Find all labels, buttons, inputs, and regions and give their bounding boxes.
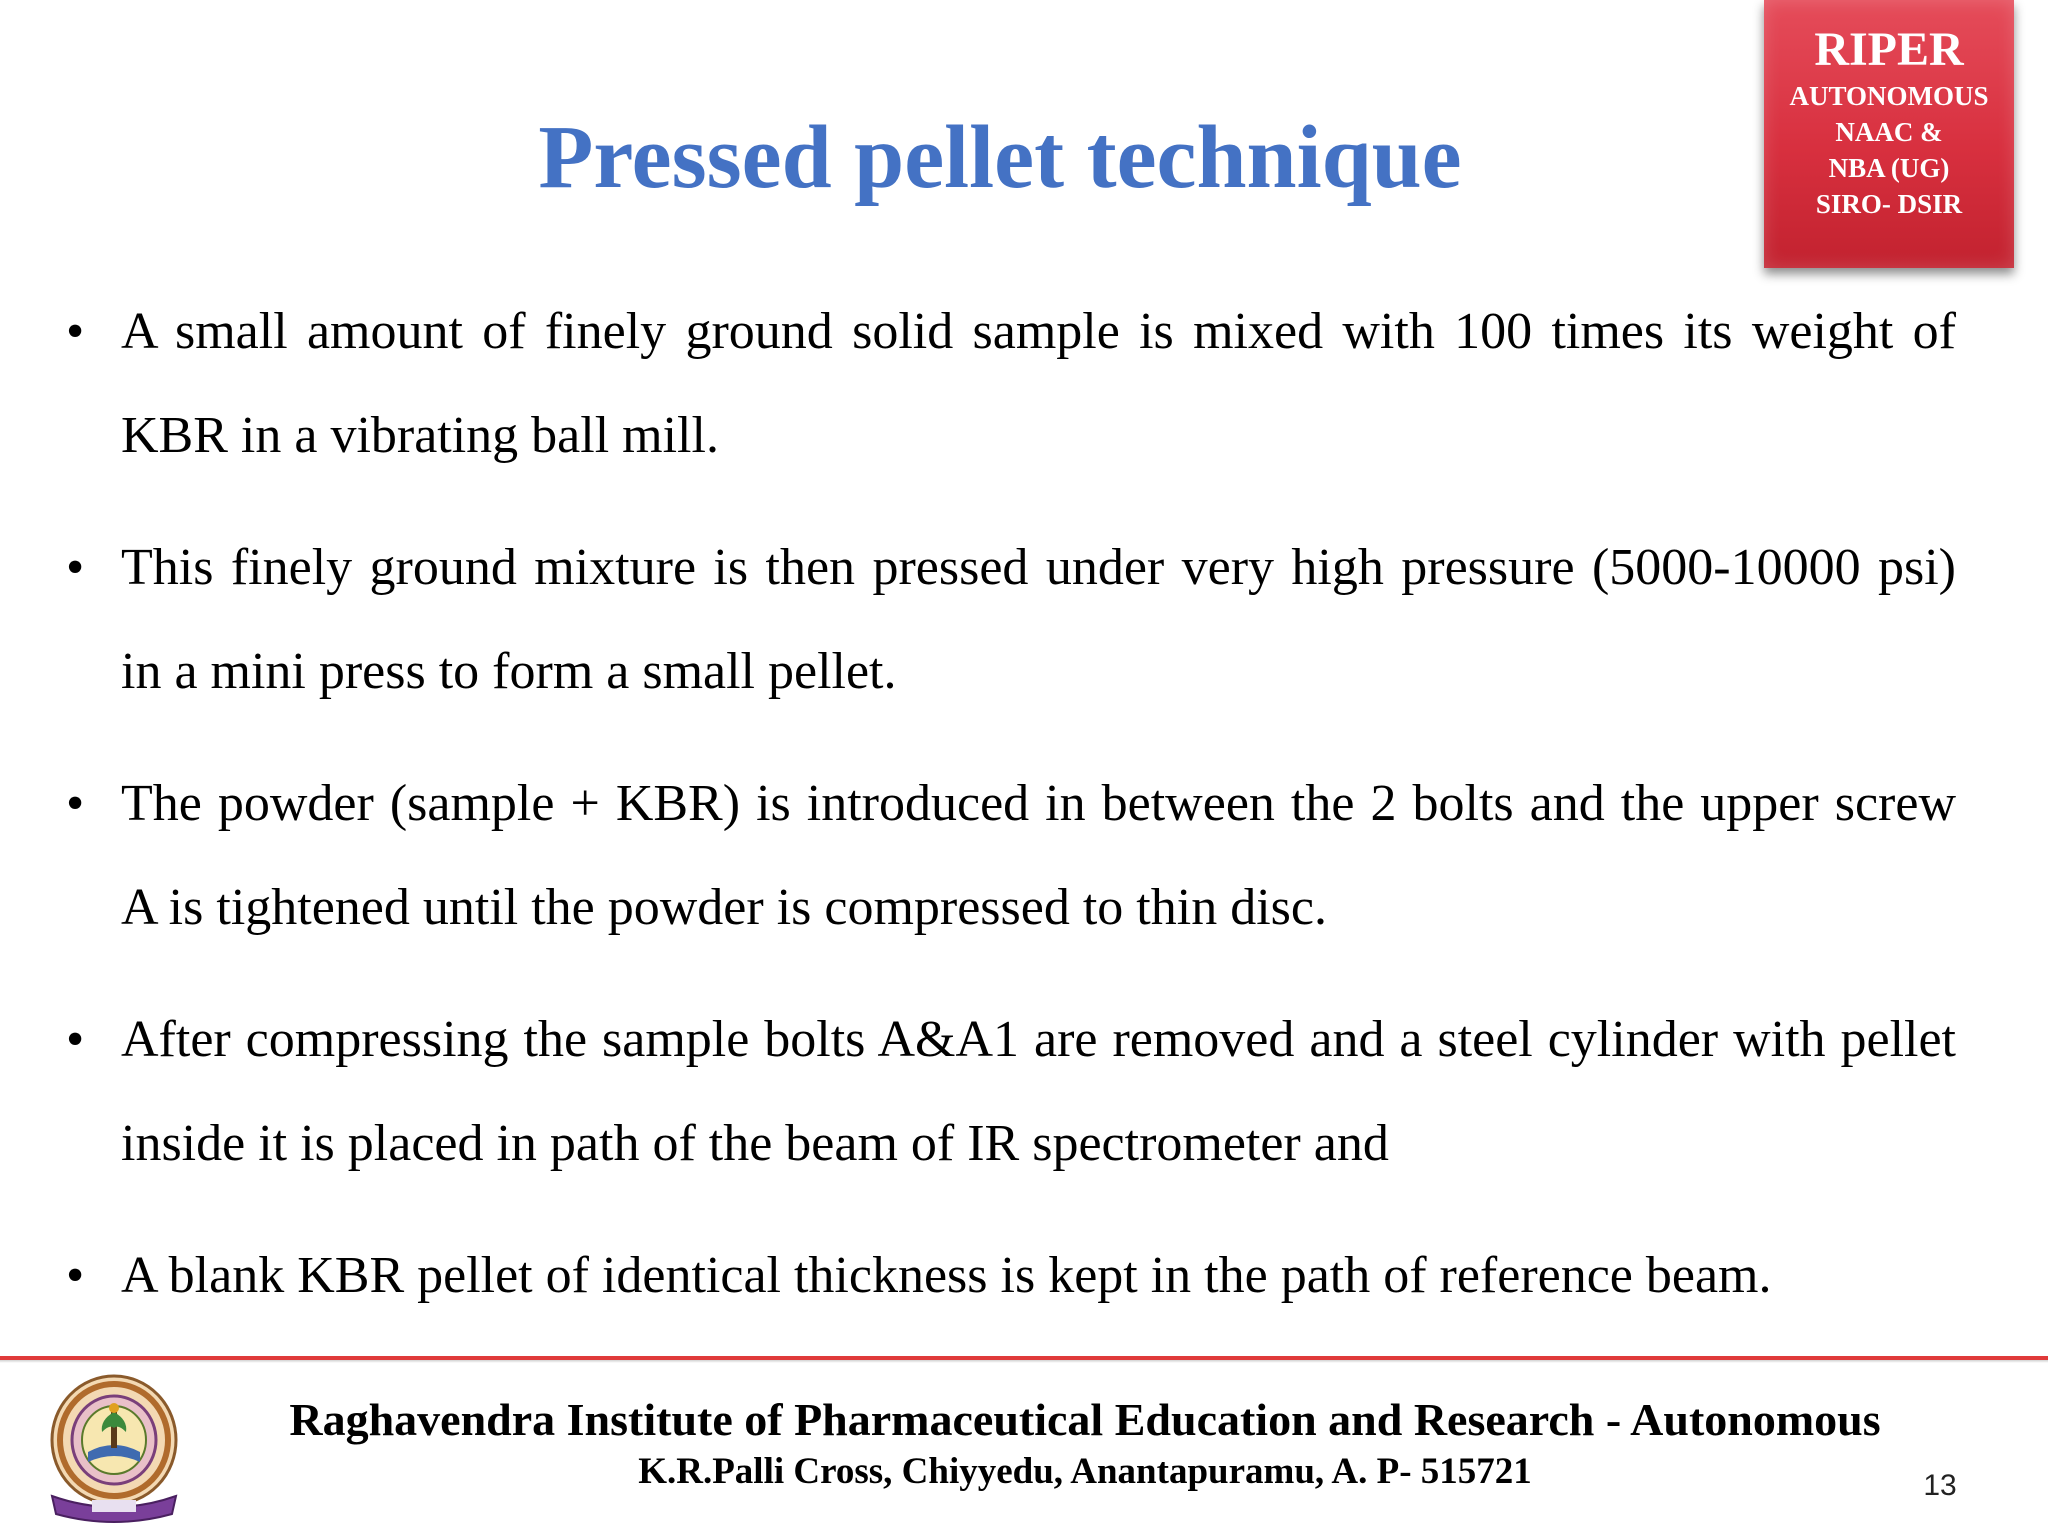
- slide-title: Pressed pellet technique: [538, 108, 1462, 207]
- badge-line-nba: NBA (UG): [1828, 153, 1950, 183]
- badge-title: RIPER: [1814, 23, 1964, 76]
- bullet-text: A small amount of finely ground solid sample is mixed with 100 times its weight of KBR in a vibrating ball mill.: [121, 303, 1956, 464]
- bullet-item: [66, 280, 1956, 488]
- page-number: 13: [1923, 1469, 1957, 1502]
- bullet-item: [66, 516, 1956, 724]
- bullet-icon: •: [66, 1247, 85, 1304]
- institute-name: Raghavendra Institute of Pharmaceutical Education and Research - Autonomous: [289, 1394, 1881, 1445]
- badge-line-siro: SIRO- DSIR: [1815, 189, 1963, 219]
- bullet-text: The powder (sample + KBR) is introduced in between the 2 bolts and the upper screw A is tightened until the powder is compressed to thin disc.: [121, 775, 1956, 936]
- institute-emblem-icon: [44, 1368, 184, 1528]
- bullet-text: This finely ground mixture is then pressed under very high pressure (5000-10000 psi) in a mini press to form a small pellet.: [121, 539, 1956, 700]
- bullet-icon: •: [66, 303, 85, 360]
- bullet-icon: •: [66, 1011, 85, 1068]
- badge-line-naac: NAAC &: [1835, 117, 1943, 147]
- bullet-list: [66, 280, 1956, 1356]
- institute-address: K.R.Palli Cross, Chiyyedu, Anantapuramu, A. P- 515721: [638, 1451, 1532, 1492]
- bullet-text: A blank KBR pellet of identical thickness is kept in the path of reference beam.: [121, 1247, 1772, 1304]
- bullet-icon: •: [66, 775, 85, 832]
- bullet-item: [66, 1224, 1956, 1328]
- footer-divider-shadow: [0, 1360, 2048, 1363]
- bullet-item: [66, 752, 1956, 960]
- bullet-text: After compressing the sample bolts A&A1 are removed and a steel cylinder with pellet inside it is placed in path of the beam of IR spectrometer and: [121, 1011, 1956, 1172]
- riper-badge: [1764, 0, 2014, 268]
- bullet-item: [66, 988, 1956, 1196]
- bullet-icon: •: [66, 539, 85, 596]
- badge-line-autonomous: AUTONOMOUS: [1789, 81, 1989, 111]
